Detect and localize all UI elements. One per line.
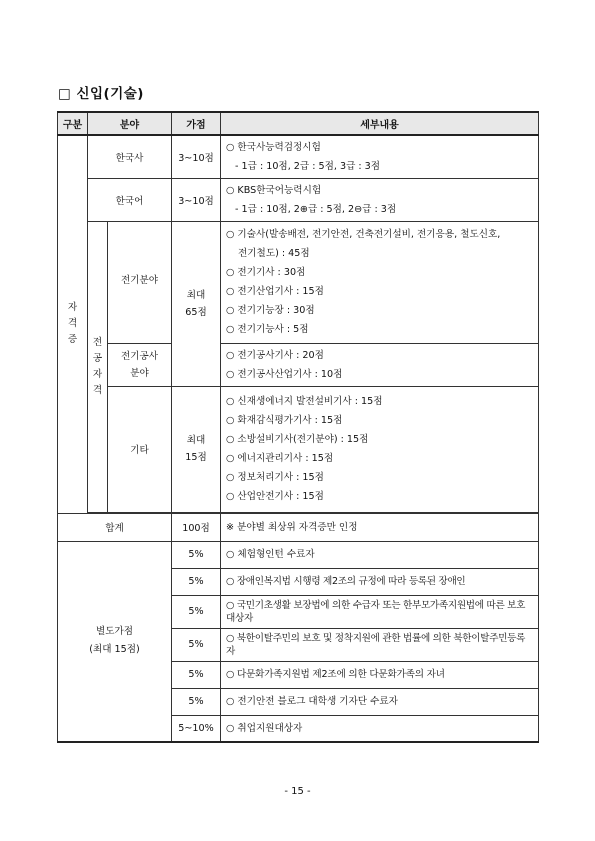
- details-electrical-construction: [221, 343, 539, 386]
- total-points: 100점: [172, 513, 221, 541]
- detail-line: ○ 전기기능장 : 30점: [226, 305, 315, 316]
- detail-line: ○ 정보처리기사 : 15점: [226, 472, 324, 483]
- col-header-field: 분야: [88, 112, 172, 135]
- major-group-label: 전 공 자 격: [92, 336, 103, 396]
- field-korean-language: 한국어: [88, 178, 172, 221]
- detail-line: ○ 화재감식평가기사 : 15점: [226, 415, 343, 426]
- detail-line: ○ 장애인복지법 시행령 제2조의 규정에 따라 등록된 장애인: [226, 576, 466, 587]
- extra-label-cell: [58, 541, 172, 742]
- extra-row: [58, 541, 539, 568]
- details-korean-language: [221, 178, 539, 221]
- section-heading: □ 신입(기술): [58, 86, 144, 102]
- detail-line: ○ 북한이탈주민의 보호 및 정착지원에 관한 법률에 의한 북한이탈주민등록자: [226, 632, 526, 657]
- detail-line: ○ 소방설비기사(전기분야) : 15점: [226, 434, 369, 445]
- detail-line: - 1급 : 10점, 2급 : 5점, 3급 : 3점: [235, 160, 381, 172]
- extra-detail: [221, 541, 539, 568]
- points-electrical: [172, 221, 221, 386]
- points-korean-history: 3~10점: [172, 135, 221, 178]
- extra-detail: [221, 715, 539, 742]
- total-label: 합계: [58, 513, 172, 541]
- category-label: 자 격 증: [67, 302, 78, 346]
- detail-line: ○ 다문화가족지원법 제2조에 의한 다문화가족의 자녀: [226, 669, 445, 680]
- detail-line: ○ 기술사(발송배전, 전기안전, 건축전기설비, 전기응용, 철도신호,: [226, 229, 501, 240]
- detail-line: ○ 취업지원대상자: [226, 722, 303, 734]
- details-other: [221, 386, 539, 512]
- points-other: [172, 386, 221, 512]
- field-electrical-construction: [108, 343, 172, 386]
- field-korean-history: 한국사: [88, 135, 172, 178]
- col-header-details: 세부내용: [221, 112, 539, 135]
- extra-detail: [221, 661, 539, 688]
- detail-line: ○ 체험형인턴 수료자: [226, 549, 315, 560]
- extra-points: 5%: [172, 541, 221, 568]
- detail-line: ○ 전기기능사 : 5점: [226, 324, 309, 335]
- table-row: [58, 135, 539, 178]
- extra-detail: [221, 595, 539, 628]
- category-cell: [58, 135, 88, 513]
- page-number: - 15 -: [284, 786, 311, 797]
- major-group-cell: [88, 221, 108, 512]
- details-korean-history: [221, 135, 539, 178]
- detail-line: 전기철도) : 45점: [238, 248, 310, 259]
- extra-detail: [221, 688, 539, 715]
- detail-line: ○ 전기기사 : 30점: [226, 267, 306, 278]
- field-other: 기타: [108, 386, 172, 512]
- detail-line: ○ 신재생에너지 발전설비기사 : 15점: [226, 396, 383, 407]
- details-electrical: [221, 221, 539, 343]
- detail-line: ○ 국민기초생활 보장법에 의한 수급자 또는 한부모가족지원법에 따른 보호대상자: [226, 599, 526, 624]
- detail-line: ○ 산업안전기사 : 15점: [226, 491, 324, 502]
- points-electrical-label: 최대 65점: [185, 289, 207, 318]
- detail-line: ○ 한국사능력검정시험: [226, 141, 321, 153]
- detail-line: ○ 전기공사산업기사 : 10점: [226, 368, 343, 380]
- extra-detail: [221, 568, 539, 595]
- extra-points: 5%: [172, 688, 221, 715]
- extra-points: 5%: [172, 568, 221, 595]
- points-korean-language: 3~10점: [172, 178, 221, 221]
- detail-line: ○ 전기공사기사 : 20점: [226, 349, 324, 361]
- detail-line: - 1급 : 10점, 2⊕급 : 5점, 2⊖급 : 3점: [235, 203, 397, 215]
- table-row: [58, 386, 539, 512]
- extra-points: 5~10%: [172, 715, 221, 742]
- detail-line: ○ KBS한국어능력시험: [226, 184, 322, 196]
- detail-line: ○ 전기안전 블로그 대학생 기자단 수료자: [226, 696, 398, 707]
- detail-line: ○ 에너지관리기사 : 15점: [226, 453, 334, 464]
- extra-sublabel: (최대 15점): [89, 644, 140, 656]
- field-electrical: 전기분야: [108, 221, 172, 343]
- extra-points: 5%: [172, 628, 221, 661]
- total-note: ※ 분야별 최상위 자격증만 인정: [221, 513, 539, 541]
- table-row: [58, 343, 539, 386]
- col-header-category: 구분: [58, 112, 88, 135]
- extra-detail: [221, 628, 539, 661]
- table-header-row: [58, 112, 539, 135]
- field-electrical-construction-label: 전기공사 분야: [120, 350, 159, 379]
- table-row: [58, 178, 539, 221]
- extra-points: 5%: [172, 595, 221, 628]
- points-other-label: 최대 15점: [185, 435, 207, 463]
- col-header-points: 가점: [172, 112, 221, 135]
- extra-points: 5%: [172, 661, 221, 688]
- table-row: [58, 221, 539, 343]
- total-row: [58, 513, 539, 541]
- detail-line: ○ 전기산업기사 : 15점: [226, 286, 324, 297]
- bonus-points-table: [57, 111, 539, 743]
- extra-label: 별도가점: [95, 626, 134, 638]
